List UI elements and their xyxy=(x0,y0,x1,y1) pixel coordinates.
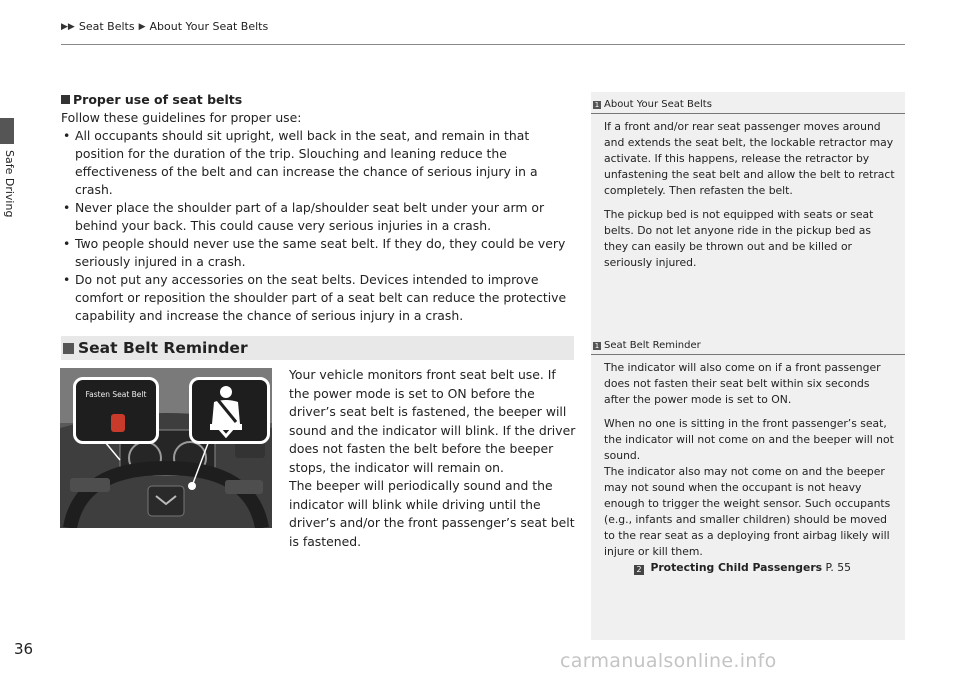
section-square-icon xyxy=(61,95,70,104)
seat-belt-indicator-icon xyxy=(192,380,267,441)
page-number: 36 xyxy=(14,640,34,658)
breadcrumb xyxy=(61,20,268,33)
seat-belt-reminder-heading: Seat Belt Reminder xyxy=(61,336,574,360)
note-about-seat-belts xyxy=(591,95,905,271)
breadcrumb-item-about[interactable]: About Your Seat Belts xyxy=(149,20,269,33)
cross-reference-page: P. 55 xyxy=(825,561,851,574)
fasten-seat-belt-callout xyxy=(73,377,159,444)
proper-use-section xyxy=(61,92,576,325)
list-item: • Never place the shoulder part of a lap/shoulder seat belt under your arm or behind your back. This could cause very serious injuries in a crash. xyxy=(63,200,545,233)
proper-use-list xyxy=(61,127,576,325)
note-body: The indicator will also come on if a front passenger does not fasten their seat belt within six seconds after the power mode is set to ON. When no one is sitting in the front passenger’s seat, the indicator will not come on and the beeper will not sound. The indicator also may not come on and the beeper may not sound when the occupant is not heavy enough to trigger the weight sensor. Such occupants (e.g., infants and smaller children) should be moved to the rear seat as a deploying front airbag likely will injure or kill them. 2 Protecting Child Passengers P. 55 xyxy=(591,355,905,576)
chapter-tab-marker xyxy=(0,118,14,144)
chapter-tab-label: Safe Driving xyxy=(3,150,16,218)
reminder-paragraph: The beeper will periodically sound and the indicator will blink while driving until the driver’s and/or the front passenger’s seat belt is fastened. xyxy=(289,478,575,549)
breadcrumb-arrow-icon: ▶ xyxy=(138,21,146,32)
cross-reference-icon: 2 xyxy=(634,565,644,575)
list-item: • Do not put any accessories on the seat belts. Devices intended to improve comfort or reposition the shoulder part of a seat belt can reduce the protective capability and increase the chance of serious injury in a crash. xyxy=(63,272,567,323)
note-heading: 1 About Your Seat Belts xyxy=(591,95,905,114)
bullet-icon: • xyxy=(63,200,71,215)
seat-belt-small-icon xyxy=(111,414,125,432)
bullet-icon: • xyxy=(63,272,71,287)
callout-label: Fasten Seat Belt xyxy=(85,390,147,399)
reminder-paragraph: Your vehicle monitors front seat belt use. If the power mode is set to ON before the driver’s seat belt is fastened, the beeper will sound and the indicator will blink. If the driver does not fasten the belt before the beeper stops, the indicator will remain on. xyxy=(289,367,576,475)
bullet-icon: • xyxy=(63,236,71,251)
list-item: • Two people should never use the same seat belt. If they do, they could be very seriously injured in a crash. xyxy=(63,236,566,269)
header-divider xyxy=(61,44,905,45)
section-square-icon xyxy=(63,343,74,354)
note-marker-icon: 1 xyxy=(594,341,600,350)
note-seat-belt-reminder xyxy=(591,336,905,576)
reminder-body xyxy=(289,366,576,551)
watermark: carmanualsonline.info xyxy=(560,650,777,672)
bullet-icon: • xyxy=(63,128,71,143)
note-body: If a front and/or rear seat passenger moves around and extends the seat belt, the lockable retractor may activate. If this happens, release the retractor by unfastening the seat belt and allow the belt to retract completely. Then refasten the belt. The pickup bed is not equipped with seats or seat belts. Do not let anyone ride in the pickup bed as they can easily be thrown out and be killed or seriously injured. xyxy=(604,120,895,269)
cross-reference-link[interactable] xyxy=(604,560,897,576)
breadcrumb-item-seat-belts[interactable]: Seat Belts xyxy=(78,20,135,33)
breadcrumb-arrow-icon: ▶▶ xyxy=(61,21,75,32)
note-heading: 1 Seat Belt Reminder xyxy=(591,336,905,355)
note-marker-icon: 1 xyxy=(594,100,600,109)
list-item: • All occupants should sit upright, well back in the seat, and remain in that position for the duration of the trip. Slouching and leaning reduce the effectiveness of the belt and can increase the chance of serious injury in a crash. xyxy=(63,128,538,197)
dashboard-illustration xyxy=(60,368,272,528)
cross-reference-title[interactable]: Protecting Child Passengers xyxy=(650,561,823,574)
seat-belt-indicator-callout xyxy=(189,377,270,444)
proper-use-intro: Follow these guidelines for proper use: xyxy=(61,110,302,125)
proper-use-heading: Proper use of seat belts xyxy=(61,92,576,107)
